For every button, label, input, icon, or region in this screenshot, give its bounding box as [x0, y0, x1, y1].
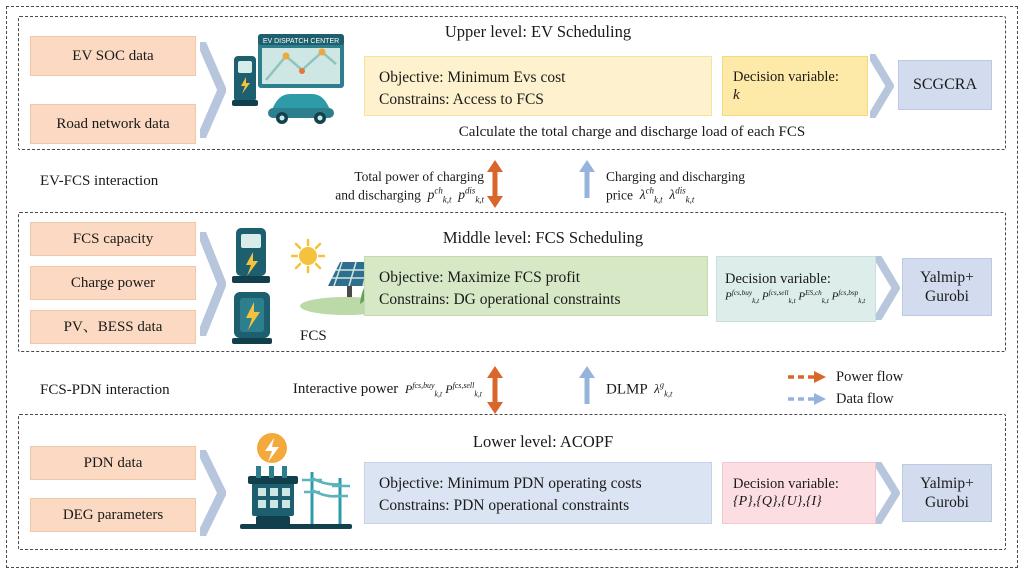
upper-decision-variable-box [722, 56, 868, 116]
ev-fcs-power-line2: and discharging [335, 187, 421, 203]
middle-objective-line2: Constrains: DG operational constraints [379, 291, 621, 309]
upper-objective-box [364, 56, 712, 116]
input-road-network-data [30, 104, 196, 144]
middle-solver-brace [876, 256, 900, 320]
middle-solver-box [902, 258, 992, 316]
dlmp-text: DLMP [606, 381, 648, 398]
ev-dispatch-center-icon [228, 30, 348, 126]
input-pdn-data-label: PDN data [83, 454, 143, 471]
lower-decision-value: {P},{Q},{U},{I} [733, 494, 822, 510]
ev-charger-icon [228, 224, 276, 286]
input-charge-power [30, 266, 196, 300]
middle-objective-box [364, 256, 708, 316]
interactive-power-text: Interactive power [292, 381, 399, 397]
input-deg-parameters-label: DEG parameters [62, 506, 164, 523]
svg-text:EV DISPATCH CENTER: EV DISPATCH CENTER [262, 38, 340, 45]
upper-solver-brace [870, 54, 894, 118]
ev-fcs-price-line1: Charging and discharging [606, 169, 745, 184]
lower-solver-box [902, 464, 992, 522]
ev-fcs-price-line2: price [606, 187, 633, 203]
input-charge-power-label: Charge power [70, 274, 156, 291]
upper-objective-line2: Constrains: Access to FCS [379, 91, 544, 109]
input-road-network-data-label: Road network data [56, 115, 170, 132]
upper-level-title: Upper level: EV Scheduling [444, 22, 632, 41]
input-pdn-data [30, 446, 196, 480]
input-pv-bess-data-label: PV、BESS data [63, 318, 163, 335]
middle-solver-line1: Yalmip+ [920, 268, 974, 286]
input-fcs-capacity [30, 222, 196, 256]
lower-objective-box [364, 462, 712, 524]
legend-power-flow-label: Power flow [836, 369, 904, 385]
upper-input-brace [200, 42, 226, 138]
middle-solver-line2: Gurobi [925, 288, 969, 305]
legend-power-flow-arrow [786, 370, 828, 384]
lower-decision-title: Decision variable: [733, 476, 839, 493]
ev-fcs-power-label: Total power of charging and discharging $p^{ch}_{k,t}$ $p^{dis}_{k,t}$ [312, 168, 484, 206]
fcs-pdn-data-arrow [576, 366, 598, 414]
fcs-pdn-power-arrow [484, 366, 506, 414]
middle-decision-variable-box [716, 256, 876, 322]
middle-input-brace [200, 232, 226, 336]
lower-decision-variable-box [722, 462, 876, 524]
ev-fcs-data-arrow [576, 160, 598, 208]
middle-level-title: Middle level: FCS Scheduling [442, 228, 644, 247]
lower-objective-line2: Constrains: PDN operational constraints [379, 497, 630, 515]
upper-decision-title: Decision variable: [733, 68, 839, 85]
legend-data-flow-arrow [786, 392, 828, 406]
input-deg-parameters [30, 498, 196, 532]
lower-solver-line1: Yalmip+ [920, 474, 974, 492]
middle-decision-title: Decision variable: [725, 271, 831, 288]
middle-objective-line1: Objective: Maximize FCS profit [379, 269, 581, 286]
ev-fcs-price-label: Charging and discharging price $\lambda^{ch}_{k,t}$ $\lambda^{dis}_{k,t}$ [606, 168, 826, 206]
lower-objective-line1: Objective: Minimum PDN operating costs [379, 475, 642, 492]
lower-level-title: Lower level: ACOPF [472, 432, 614, 451]
ev-fcs-power-arrow [484, 160, 506, 208]
input-fcs-capacity-label: FCS capacity [72, 230, 154, 247]
power-substation-icon [228, 432, 360, 538]
input-ev-soc-data-label: EV SOC data [72, 47, 154, 64]
upper-solver-box [898, 60, 992, 110]
input-ev-soc-data [30, 36, 196, 76]
upper-decision-value: k [733, 86, 740, 103]
upper-solver-label: SCGCRA [912, 76, 978, 93]
lower-solver-line2: Gurobi [925, 494, 969, 511]
input-pv-bess-data [30, 310, 196, 344]
fcs-icon-label: FCS [300, 328, 327, 344]
battery-storage-icon [228, 288, 276, 346]
upper-objective-line1: Objective: Minimum Evs cost [379, 69, 566, 86]
ev-fcs-power-line1: Total power of charging [354, 169, 484, 184]
fcs-pdn-interactive-power-label: Interactive power $P^{fcs,buy}_{k,t}$ $P^{fcs,sell}_{k,t}$ [292, 381, 482, 399]
upper-calculate-note: Calculate the total charge and discharge load of each FCS [458, 124, 806, 140]
fcs-pdn-dlmp-label: DLMP $\lambda^g_{k,t}$ [606, 380, 673, 399]
lower-input-brace [200, 450, 226, 536]
ev-fcs-interaction-label: EV-FCS interaction [40, 173, 159, 189]
lower-solver-brace [876, 462, 900, 524]
fcs-pdn-interaction-label: FCS-PDN interaction [40, 382, 170, 398]
legend-data-flow-label: Data flow [836, 391, 894, 407]
middle-decision-value: $P^{fcs,buy}_{k,t}$ $P^{fcs,sell}_{k,t}$ $P^{ES,ch}_{k,t}$ $P^{fcs,bsp}_{k,t}$ [725, 289, 866, 306]
